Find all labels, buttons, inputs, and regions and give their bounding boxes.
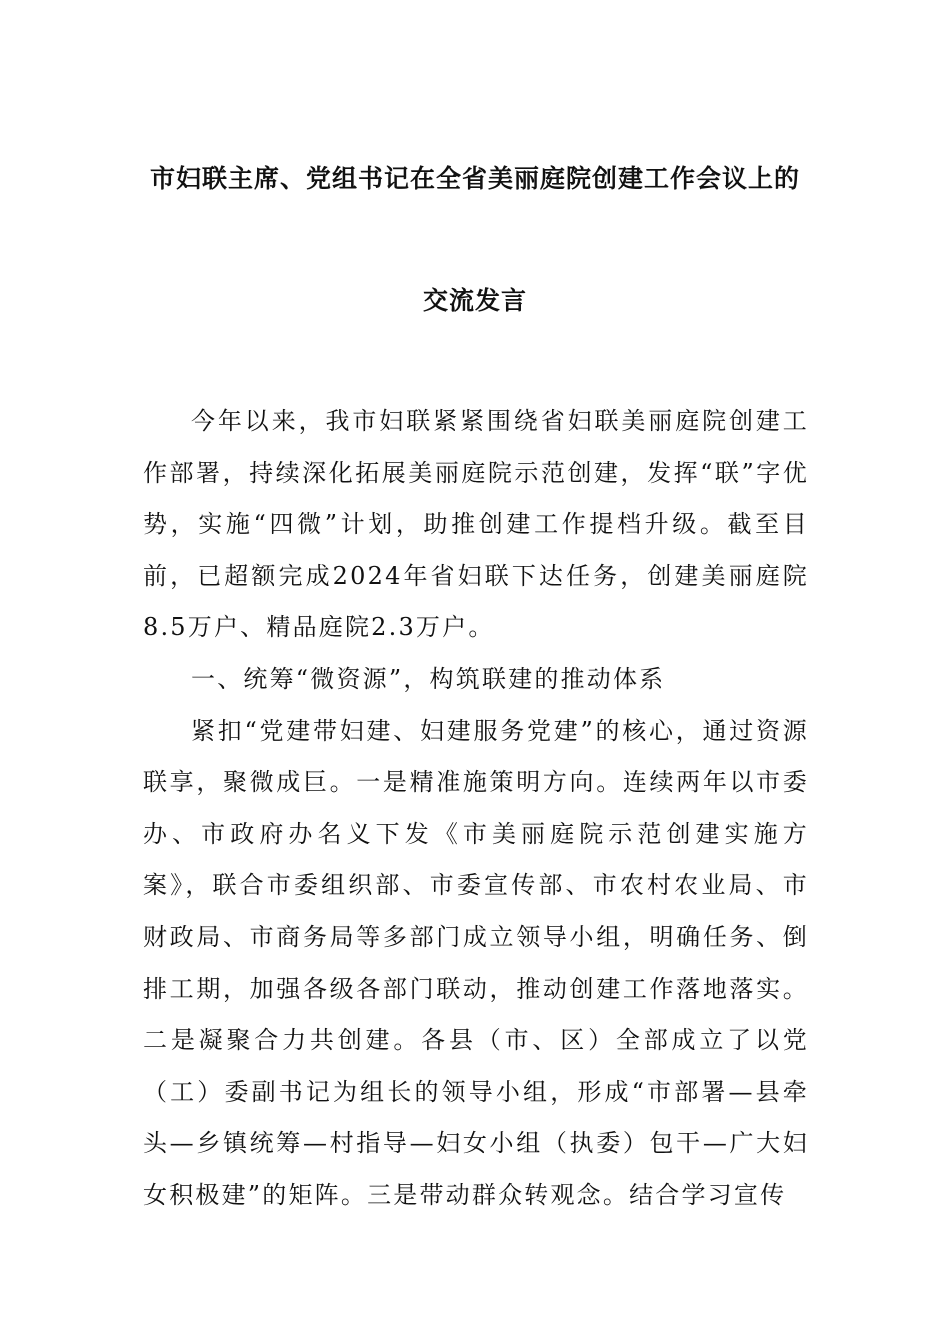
paragraph-intro: 今年以来，我市妇联紧紧围绕省妇联美丽庭院创建工作部署，持续深化拓展美丽庭院示范创建，发挥“联”字优势，实施“四微”计划，助推创建工作提档升级。截至目前，已超额完成2024年省妇联下达任务，创建美丽庭院8.5万户、精品庭院2.3万户。: [143, 407, 809, 642]
document-title-line-1: 市妇联主席、党组书记在全省美丽庭院创建工作会议上的: [149, 164, 800, 193]
paragraph-section-1: 紧扣“党建带妇建、妇建服务党建”的核心，通过资源联享，聚微成巨。一是精准施策明方向。连续两年以市委办、市政府办名义下发《市美丽庭院示范创建实施方案》，联合市委组织部、市委宣传部、市农村农业局、市财政局、市商务局等多部门成立领导小组，明确任务、倒排工期，加强各级各部门联动，推动创建工作落地落实。二是凝聚合力共创建。各县（市、区）全部成立了以党（工）委副书记为组长的领导小组，形成“市部署—县牵头—乡镇统筹—村指导—妇女小组（执委）包干—广大妇女积极建”的矩阵。三是带动群众转观念。结合学习宣传: [143, 716, 809, 1209]
section-heading-1: 一、统筹“微资源”，构筑联建的推动体系: [191, 664, 666, 693]
document-body: [143, 396, 809, 1222]
document-title-line-2: 交流发言: [422, 286, 527, 315]
